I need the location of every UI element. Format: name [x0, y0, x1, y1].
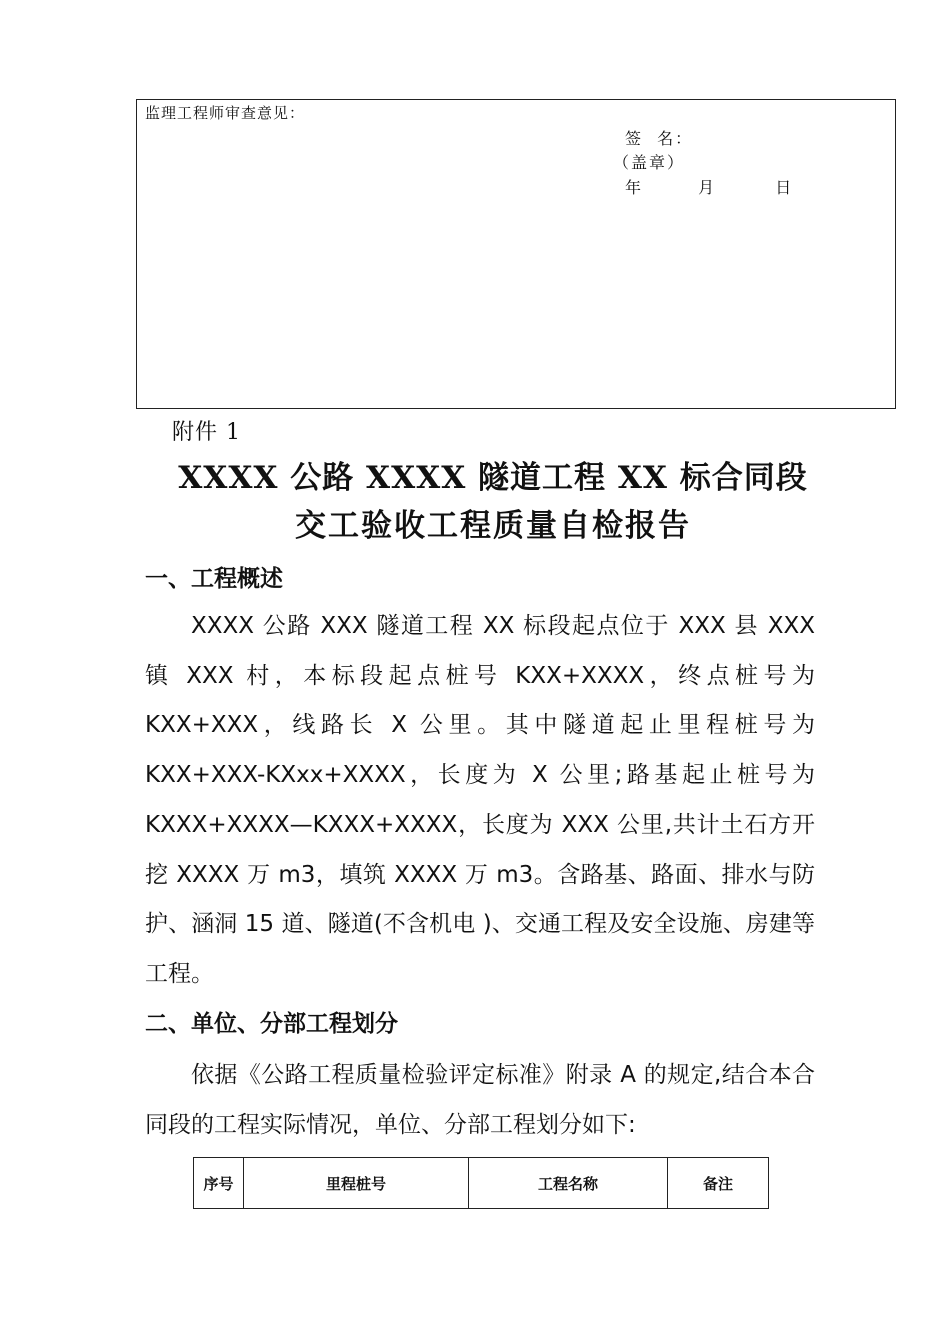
review-label: 监理工程师审查意见：: [145, 104, 306, 122]
section-heading-division: 二、单位、分部工程划分: [145, 1011, 398, 1037]
table-header-cell: 序号: [194, 1158, 244, 1209]
date-year: 年: [625, 178, 644, 197]
supervisor-review-box: [136, 99, 896, 409]
seal-label: （盖章）: [613, 153, 686, 172]
report-title-line-2: 交工验收工程质量自检报告: [295, 508, 691, 544]
section-heading-overview: 一、工程概述: [145, 566, 283, 592]
date-day: 日: [775, 178, 794, 197]
date-line: [625, 175, 793, 198]
date-month: 月: [698, 178, 717, 197]
signature-label: 签 名：: [625, 129, 694, 148]
attachment-label: 附件 1: [172, 420, 241, 445]
report-title-line-1: XXXX 公路 XXXX 隧道工程 XX 标合同段: [178, 460, 808, 496]
table-header-cell: 备注: [668, 1158, 769, 1209]
section-body-division: 依据《公路工程质量检验评定标准》附录 A 的规定,结合本合同段的工程实际情况，单位、分部工程划分如下:: [145, 1062, 815, 1138]
table-header-cell: 工程名称: [469, 1158, 668, 1209]
table-header-row: [194, 1158, 769, 1209]
table-header-cell: 里程桩号: [244, 1158, 469, 1209]
section-body-overview: XXXX 公路 XXX 隧道工程 XX 标段起点位于 XXX 县 XXX 镇 XXX 村，本标段起点桩号 KXX+XXXX，终点桩号为 KXX+XXX，线路长 X 公里。其中隧道起止里程桩号为 KXX+XXX-KXxx+XXXX，长度为 X 公里;路基起止桩号为 KXXX+XXXX—KXXX+XXXX，长度为 XXX 公里,共计土石方开挖 XXXX 万 m3，填筑 XXXX 万 m3。含路基、路面、排水与防护、涵洞 15 道、隧道(不含机电 )、交通工程及安全设施、房建等工程。: [145, 613, 815, 987]
division-table: [193, 1157, 769, 1209]
